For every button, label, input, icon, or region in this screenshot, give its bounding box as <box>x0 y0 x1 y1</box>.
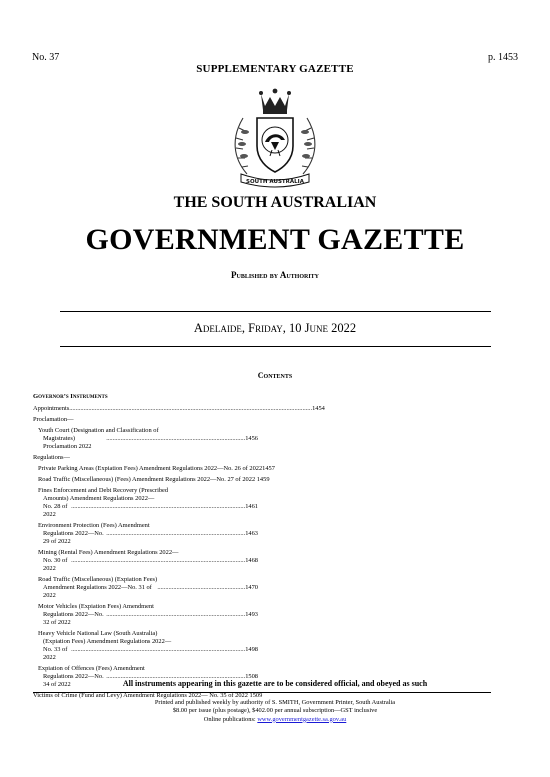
toc-entry-line: Regulations 2022—No. 29 of 2022 <box>43 530 104 546</box>
footer-online-line <box>0 716 550 724</box>
toc-entry-page: 1493 <box>245 611 258 619</box>
supplementary-gazette-label: SUPPLEMENTARY GAZETTE <box>196 63 354 75</box>
toc-entry-line: Expiation of Offences (Fees) Amendment <box>38 665 145 673</box>
toc-entry-line: Amendment Regulations 2022—No. 31 of 2022 <box>43 584 152 600</box>
leader-dots: ....................................................................................... <box>106 611 246 619</box>
masthead-title: GOVERNMENT GAZETTE <box>85 223 465 256</box>
toc-entry-page: 1463 <box>245 530 258 538</box>
contents-heading: Contents <box>257 371 293 380</box>
page-number: p. 1453 <box>488 52 518 63</box>
toc-entry-road-traffic-expiation[interactable] <box>33 576 503 600</box>
toc-entry-victims-of-crime[interactable]: Victims of Crime (Fund and Levy) Amendment Regulations 2022— No. 35 of 2022 1509 <box>33 692 263 700</box>
toc-entry-line: No. 33 of 2022 <box>43 646 68 662</box>
toc-entry-private-parking[interactable]: Private Parking Areas (Expiation Fees) Amendment Regulations 2022—No. 26 of 20221457 <box>38 465 275 473</box>
toc-entry-page: 1468 <box>245 557 258 565</box>
footer <box>0 699 550 724</box>
toc-entry-line: (Expiation Fees) Amendment Regulations 2022— <box>43 638 172 646</box>
toc-entry-title: Appointments <box>33 405 70 413</box>
footer-divider <box>33 692 491 693</box>
gazette-website-link[interactable]: www.governmentgazette.sa.gov.au <box>257 715 347 723</box>
leader-dots: ....................................................................................... <box>106 673 246 681</box>
toc-entry-motor-vehicles[interactable] <box>33 603 503 627</box>
leader-dots: ............................................................................................................. <box>71 503 246 511</box>
official-notice: All instruments appearing in this gazette are to be considered official, and obeyed as such <box>122 679 428 688</box>
toc-entry-page: 1470 <box>245 584 258 592</box>
issue-date: Adelaide, Friday, 10 June 2022 <box>193 321 357 335</box>
toc-entry-fines-enforcement[interactable] <box>33 487 503 519</box>
toc-entry-line: Magistrates) Proclamation 2022 <box>43 435 92 451</box>
toc-entry-line: Youth Court (Designation and Classification of <box>38 427 159 435</box>
toc-entry-line: Heavy Vehicle National Law (South Australia) <box>38 630 158 638</box>
toc-entry-mining-rental[interactable] <box>33 549 503 573</box>
toc-entry-line: Environment Protection (Fees) Amendment <box>38 522 150 530</box>
leader-dots: ....................................................................................... <box>106 435 246 443</box>
leader-dots: ............................................................................................................. <box>71 646 246 654</box>
toc-entry-road-traffic-fees[interactable]: Road Traffic (Miscellaneous) (Fees) Amendment Regulations 2022—No. 27 of 2022 1459 <box>38 476 270 484</box>
footer-printer-line: Printed and published weekly by authority of S. SMITH, Government Printer, South Australia <box>154 699 396 706</box>
footer-online-label: Online publications: <box>203 715 258 723</box>
toc-entry-line: Regulations 2022—No. 32 of 2022 <box>43 611 104 627</box>
toc-entry-page: 1498 <box>245 646 258 654</box>
leader-dots: ............................................................................................................. <box>71 557 246 565</box>
toc-entry-line: Road Traffic (Miscellaneous) (Expiation Fees) <box>38 576 158 584</box>
toc-entry-heavy-vehicle[interactable] <box>33 630 503 662</box>
toc-entry-page: 1456 <box>245 435 258 443</box>
proclamation-heading: Proclamation— <box>33 416 74 424</box>
toc-entry-line: Fines Enforcement and Debt Recovery (Prescribed <box>38 487 169 495</box>
crest-scroll-text: SOUTH AUSTRALIA <box>246 179 304 185</box>
toc-entry-line: Amounts) Amendment Regulations 2022— <box>43 495 155 503</box>
toc-entry-line: Mining (Rental Fees) Amendment Regulations 2022— <box>38 549 179 557</box>
leader-dots: ........................................................................................................................................................ <box>69 405 313 413</box>
toc-entry-line: No. 30 of 2022 <box>43 557 68 573</box>
coat-of-arms-icon <box>225 88 325 192</box>
table-of-contents <box>33 393 503 703</box>
toc-entry-page: 1508 <box>245 673 258 681</box>
divider-bottom <box>60 346 491 347</box>
divider-top <box>60 311 491 312</box>
footer-price-line: $8.00 per issue (plus postage), $402.00 per annual subscription—GST inclusive <box>172 707 378 715</box>
toc-entry-youth-court[interactable] <box>33 427 503 451</box>
toc-entry-page: 1461 <box>245 503 258 511</box>
leader-dots: ....................................................................................... <box>106 530 246 538</box>
toc-entry-page: 1454 <box>312 405 325 413</box>
regulations-heading: Regulations— <box>33 454 70 462</box>
published-by-authority: Published by Authority <box>230 270 320 280</box>
issue-number: No. 37 <box>32 52 60 63</box>
masthead-line-1: THE SOUTH AUSTRALIAN <box>173 194 377 211</box>
toc-entry-line: Regulations 2022—No. 34 of 2022 <box>43 673 104 689</box>
leader-dots: ....................................................... <box>157 584 246 592</box>
toc-entry-appointments[interactable] <box>33 405 325 413</box>
toc-entry-line: No. 28 of 2022 <box>43 503 68 519</box>
toc-entry-environment-protection[interactable] <box>33 522 503 546</box>
section-heading: Governor’s Instruments <box>33 393 108 400</box>
toc-entry-line: Motor Vehicles (Expiation Fees) Amendment <box>38 603 154 611</box>
